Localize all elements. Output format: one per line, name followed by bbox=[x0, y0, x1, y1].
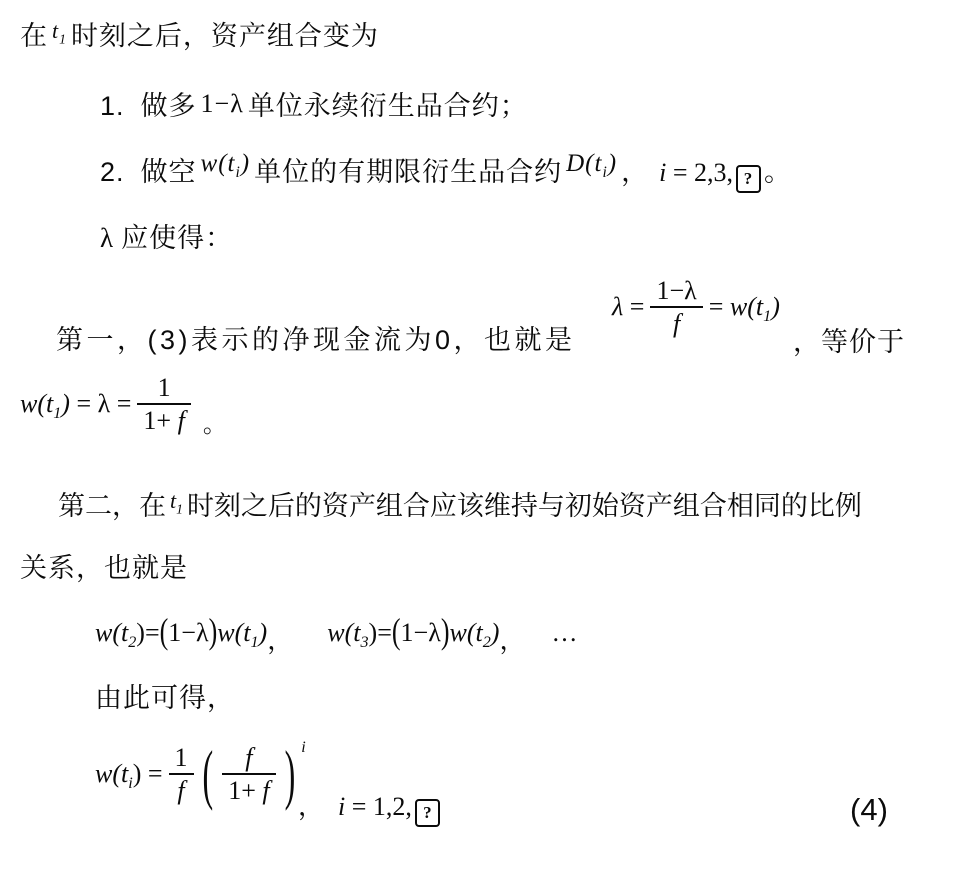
math-run: w(t bbox=[449, 618, 483, 647]
equals-lambda-equals: = λ = bbox=[69, 389, 132, 419]
equation-w2 bbox=[95, 611, 268, 652]
hence-text: 由此可得， bbox=[95, 683, 235, 713]
hence-line bbox=[95, 676, 235, 715]
math-var-f: f bbox=[177, 406, 185, 436]
missing-glyph-box: ? bbox=[736, 165, 761, 193]
ellipsis: … bbox=[551, 618, 578, 647]
formula-w1 bbox=[20, 373, 228, 438]
equals-sign: ) = bbox=[132, 759, 163, 789]
item1-text-post: 单位永续衍生品合约； bbox=[247, 91, 528, 121]
formula-final-lhs bbox=[95, 759, 163, 793]
w-ti-math bbox=[200, 150, 251, 181]
math-run: w(t bbox=[95, 759, 129, 789]
fraction-1-minus-lambda-over-f bbox=[650, 277, 702, 338]
math-var-t: t bbox=[170, 488, 177, 513]
open-paren: ( bbox=[159, 611, 169, 652]
formula-chain bbox=[95, 611, 578, 655]
list-number-1: 1. bbox=[100, 91, 125, 121]
item2-comma: ， bbox=[621, 157, 650, 187]
close-paren: ) bbox=[440, 611, 450, 652]
fraction-1-over-1-plus-f bbox=[137, 374, 190, 435]
para-first-lead-text: 第一，(3)表示的净现金流为0，也就是 bbox=[56, 325, 576, 355]
fraction-numerator: 1 bbox=[157, 373, 171, 402]
para-second-rest: 时刻之后的资产组合应该维持与初始资产组合相同的比例 bbox=[186, 491, 862, 521]
math-run: w(t bbox=[729, 292, 764, 322]
formula-cashflow bbox=[612, 277, 780, 338]
para-first-tail-text: ，等价于 bbox=[793, 327, 905, 357]
math-sub-2: 2 bbox=[482, 634, 491, 652]
one-minus-lambda: 1−λ bbox=[400, 618, 441, 647]
lambda-symbol: λ bbox=[100, 223, 114, 253]
math-run: D(t bbox=[566, 150, 603, 177]
fraction-denominator: f bbox=[169, 773, 194, 804]
math-sub-1: 1 bbox=[176, 501, 183, 517]
equation-number bbox=[850, 792, 888, 828]
fraction-numerator: f bbox=[245, 743, 253, 772]
para-second-line2-text: 关系，也就是 bbox=[20, 553, 188, 583]
equals-sign: = bbox=[623, 292, 645, 322]
fraction-denominator bbox=[137, 403, 190, 434]
one-minus-lambda-math: 1−λ bbox=[200, 89, 244, 118]
equation-number-text: (4) bbox=[850, 792, 888, 827]
t1-math bbox=[170, 488, 183, 517]
math-paren: ) bbox=[258, 618, 268, 647]
equals-sign: )= bbox=[368, 618, 392, 647]
math-sub-1: 1 bbox=[763, 308, 772, 326]
para-second-line2 bbox=[20, 546, 188, 585]
intro-text-post: 时刻之后，资产组合变为 bbox=[70, 21, 379, 51]
fraction-numerator: 1−λ bbox=[656, 276, 697, 305]
list-number-2: 2. bbox=[100, 157, 125, 187]
math-sub-1: 1 bbox=[53, 405, 62, 423]
equals-sign: = bbox=[708, 292, 730, 322]
math-var-f: f bbox=[262, 776, 270, 806]
math-run: w(t bbox=[217, 618, 251, 647]
para-second-line1 bbox=[58, 484, 862, 523]
item2-text-pre: 做空 bbox=[140, 157, 197, 187]
lambda-symbol: λ bbox=[612, 292, 624, 322]
equation-w3 bbox=[327, 611, 500, 652]
math-paren: ) bbox=[771, 292, 780, 322]
math-run: w(t bbox=[200, 150, 236, 177]
math-sub-2: 2 bbox=[128, 634, 137, 652]
open-paren: ( bbox=[391, 611, 401, 652]
math-sub-i: i bbox=[602, 164, 608, 181]
t1-math bbox=[52, 18, 67, 47]
formula-lhs bbox=[612, 292, 644, 322]
math-run: w(t bbox=[95, 618, 129, 647]
math-paren: ) bbox=[607, 150, 618, 177]
formula-final-tail bbox=[298, 786, 443, 827]
intro-line bbox=[20, 14, 379, 53]
fraction-f-over-1-plus-f bbox=[222, 744, 275, 805]
math-var-t: t bbox=[52, 18, 60, 43]
missing-glyph-box: ? bbox=[415, 799, 440, 827]
big-close-paren: ) bbox=[284, 735, 296, 812]
list-item-2 bbox=[100, 150, 792, 193]
lambda-condition-text: 应使得： bbox=[121, 223, 234, 253]
fraction-numerator: 1 bbox=[174, 743, 188, 772]
denominator-const: 1+ bbox=[143, 406, 178, 436]
fraction-denominator bbox=[222, 773, 275, 804]
condition-values: = 2,3, bbox=[666, 158, 733, 187]
equals-sign: )= bbox=[136, 618, 160, 647]
exponent-i: i bbox=[301, 739, 306, 757]
low-comma: ， bbox=[298, 792, 325, 821]
math-run: w(t bbox=[20, 389, 54, 419]
one-minus-lambda: 1−λ bbox=[168, 618, 209, 647]
formula-final bbox=[95, 735, 306, 812]
denominator-const: 1+ bbox=[228, 776, 263, 806]
math-var-i: i bbox=[659, 158, 667, 187]
math-sub-1: 1 bbox=[59, 31, 67, 47]
math-paren: ) bbox=[490, 618, 500, 647]
final-condition bbox=[338, 792, 412, 821]
fraction-1-over-f bbox=[169, 744, 194, 805]
para-first-tail bbox=[793, 320, 905, 359]
d-ti-math bbox=[566, 150, 618, 181]
item2-period: 。 bbox=[764, 157, 792, 187]
math-sub-1: 1 bbox=[250, 634, 259, 652]
math-sub-i: i bbox=[128, 775, 133, 793]
lambda-condition-line bbox=[100, 216, 233, 255]
low-comma: ， bbox=[267, 626, 294, 655]
condition-values: = 1,2, bbox=[345, 792, 412, 821]
formula-rhs bbox=[708, 292, 780, 326]
close-paren: ) bbox=[208, 611, 218, 652]
fraction-denominator: f bbox=[650, 306, 702, 337]
math-sub-3: 3 bbox=[360, 634, 369, 652]
para-first-lead bbox=[56, 318, 576, 357]
intro-text-pre: 在 bbox=[20, 21, 48, 51]
item1-text-pre: 做多 bbox=[140, 91, 197, 121]
math-var-i: i bbox=[338, 792, 346, 821]
math-run: w(t bbox=[327, 618, 361, 647]
formula-w1-lhs bbox=[20, 389, 132, 423]
math-paren: ) bbox=[61, 389, 70, 419]
cjk-period: 。 bbox=[202, 411, 228, 438]
math-paren: ) bbox=[240, 150, 251, 177]
item2-condition bbox=[659, 158, 733, 187]
item2-text-mid: 单位的有期限衍生品合约 bbox=[254, 157, 563, 187]
big-open-paren: ( bbox=[202, 735, 214, 812]
low-comma: ， bbox=[499, 626, 526, 655]
para-second-lead: 第二，在 bbox=[58, 491, 166, 521]
math-sub-i: i bbox=[235, 164, 241, 181]
list-item-1 bbox=[100, 84, 528, 123]
